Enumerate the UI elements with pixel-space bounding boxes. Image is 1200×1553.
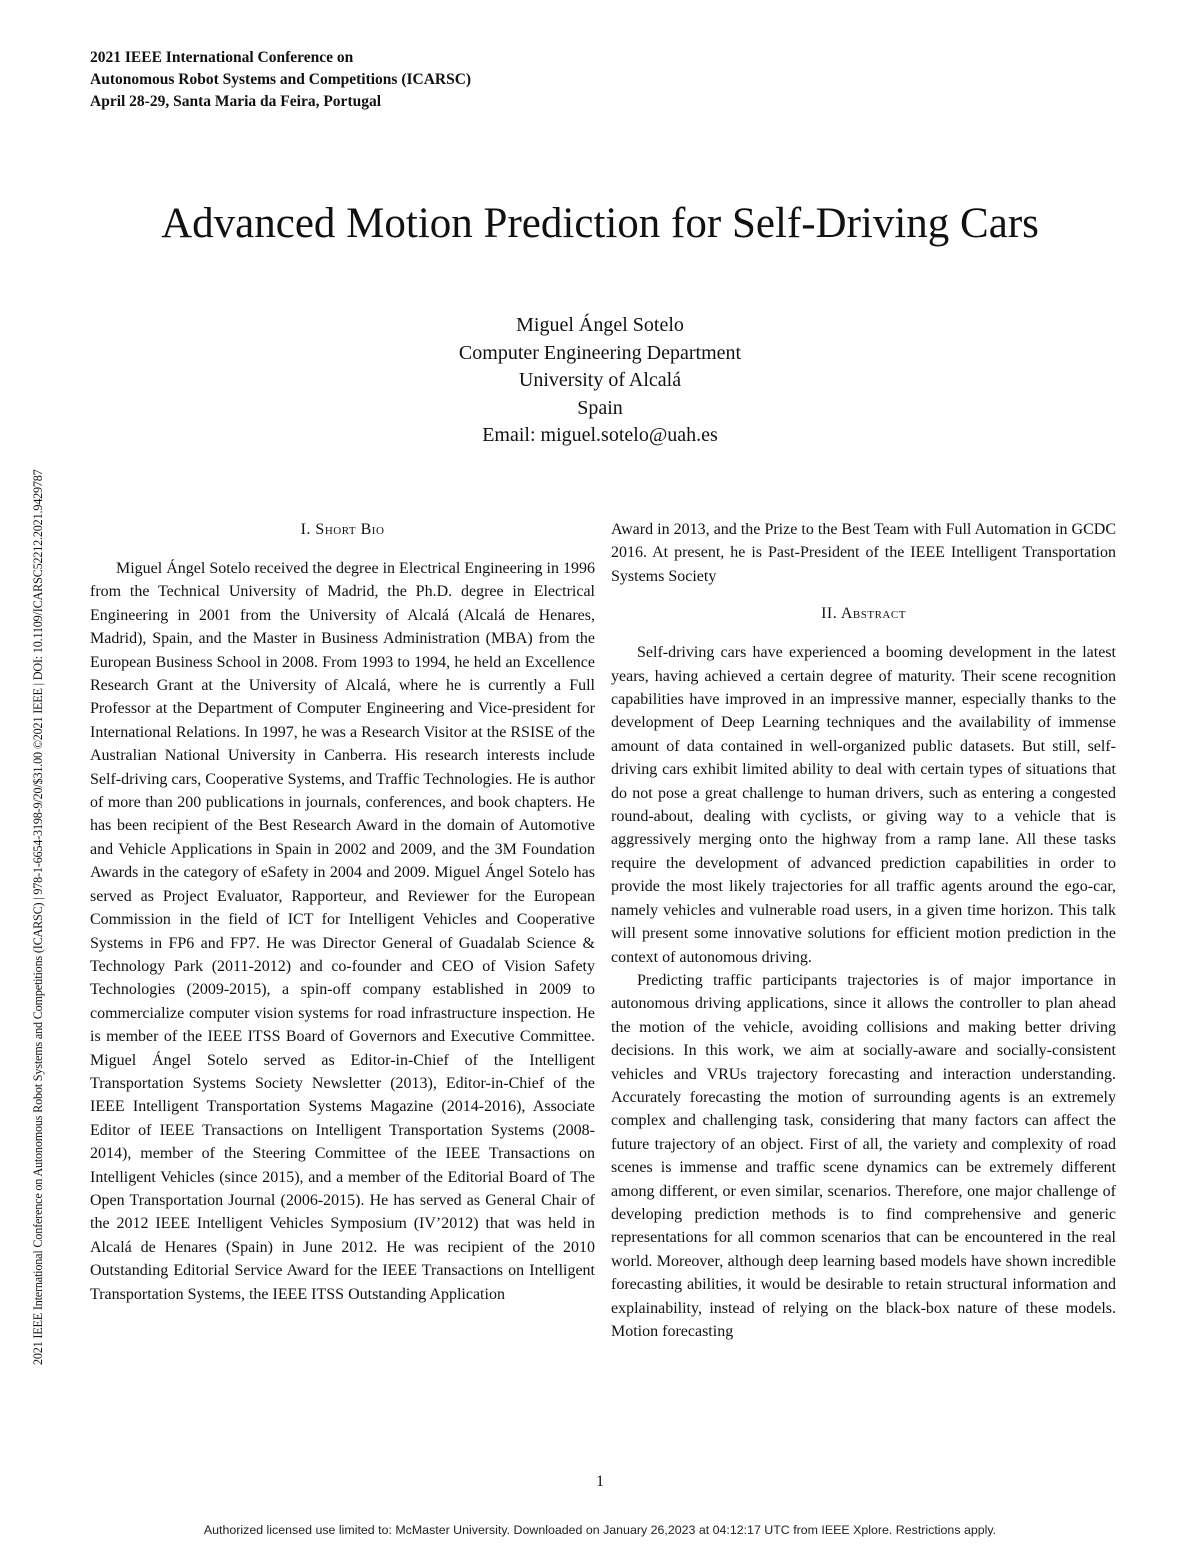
license-footer: Authorized licensed use limited to: McMaster University. Downloaded on January 26,2023 at 04:12:17 UTC from IEEE Xplore. Restrictions apply. — [203, 1523, 997, 1537]
section-heading-short-bio: I. Short Bio — [300, 521, 385, 538]
abstract-paragraph-2: Predicting traffic participants trajectories is of major importance in autonomous driving applications, since it allows the controller to plan ahead the motion of the vehicle, avoiding collisions and making better driving decisions. In this work, we aim at socially-aware and socially-consistent vehicles and VRUs trajectory forecasting and interaction understanding. Accurately forecasting the motion of surrounding agents is an extremely complex and challenging task, considering that many factors can affect the future trajectory of an object. First of all, the variety and complexity of road scenes is immense and traffic scene dynamics can be extremely different among different, or even similar, scenarios. Therefore, one major challenge of developing prediction methods is to find comprehensive and generic representations for all common scenarios that can be encountered in the real world. Moreover, although deep learning based models have shown incredible forecasting abilities, it would be desirable to retain structural information and explainability, instead of relying on the black-box nature of these models. Motion forecasting — [611, 971, 1116, 1340]
bio-paragraph: Miguel Ángel Sotelo received the degree in Electrical Engineering in 1996 from the Technical University of Madrid, the Ph.D. degree in Electrical Engineering in 2001 from the University of Alcalá (Alcalá de Henares, Madrid), Spain, and the Master in Business Administration (MBA) from the European Business School in 2008. From 1993 to 1994, he held an Excellence Research Grant at the University of Alcalá, where he is currently a Full Professor at the Department of Computer Engineering and Vice-president for International Relations. In 1997, he was a Research Visitor at the RSISE of the Australian National University in Canberra. His research interests include Self-driving cars, Cooperative Systems, and Traffic Technologies. He is author of more than 200 publications in journals, conferences, and book chapters. He has been recipient of the Best Research Award in the domain of Automotive and Vehicle Applications in Spain in 2002 and 2009, and the 3M Foundation Awards in the category of eSafety in 2004 and 2009. Miguel Ángel Sotelo has served as Project Evaluator, Rapporteur, and Reviewer for the European Commission in the field of ICT for Intelligent Vehicles and Cooperative Systems in FP6 and FP7. He was Director General of Guadalab Science & Technology Park (2011-2012) and co-founder and CEO of Vision Safety Technologies (2009-2015), a spin-off company established in 2009 to commercialize computer vision systems for road infrastructure inspection. He is member of the IEEE ITSS Board of Governors and Executive Committee. Miguel Ángel Sotelo served as Editor-in-Chief of the Intelligent Transportation Systems Society Newsletter (2013), Editor-in-Chief of the IEEE Intelligent Transportation Systems Magazine (2014-2016), Associate Editor of IEEE Transactions on Intelligent Transportation Systems (2008-2014), member of the Steering Committee of the IEEE Transactions on Intelligent Vehicles (since 2015), and a member of the Editorial Board of The Open Transportation Journal (2006-2015). He has served as General Chair of the 2012 IEEE Intelligent Vehicles Symposium (IV’2012) that was held in Alcalá de Henares (Spain) in June 2012. He was recipient of the 2010 Outstanding Editorial Service Award for the IEEE Transactions on Intelligent Transportation Systems, the IEEE ITSS Outstanding Application — [90, 560, 595, 1303]
page-number: 1 — [596, 1473, 604, 1490]
conference-header-line: Autonomous Robot Systems and Competitions (ICARSC) — [90, 71, 472, 88]
conference-header — [90, 47, 471, 113]
left-column — [90, 518, 595, 1306]
author-name: Miguel Ángel Sotelo — [516, 314, 684, 336]
paper-title: Advanced Motion Prediction for Self-Driving Cars — [161, 200, 1039, 247]
conference-header-line: 2021 IEEE International Conference on — [90, 49, 354, 66]
conference-header-line: April 28-29, Santa Maria da Feira, Portugal — [90, 93, 382, 110]
abstract-paragraph-1: Self-driving cars have experienced a booming development in the latest years, having achieved a certain degree of maturity. Their scene recognition capabilities have improved in an impressive manner, especially thanks to the development of Deep Learning techniques and the availability of immense amount of data contained in well-organized public datasets. But still, self-driving cars exhibit limited ability to deal with certain types of situations that do not pose a great challenge to human drivers, such as entering a congested round-about, dealing with cyclists, or giving way to a vehicle that is aggressively merging onto the highway from a ramp lane. All these tasks require the development of advanced prediction capabilities in order to provide the most likely trajectories for all traffic agents around the ego-car, namely vehicles and vulnerable road users, in a given time horizon. This talk will present some innovative solutions for efficient motion prediction in the context of autonomous driving. — [611, 644, 1116, 966]
author-department: Computer Engineering Department — [458, 341, 742, 364]
right-column — [611, 518, 1116, 1343]
bio-paragraph-continued: Award in 2013, and the Prize to the Best Team with Full Automation in GCDC 2016. At present, he is Past-President of the IEEE Intelligent Transportation Systems Society — [611, 521, 1116, 585]
author-country: Spain — [577, 396, 623, 419]
author-block — [0, 312, 1200, 450]
author-university: University of Alcalá — [518, 369, 682, 391]
author-email: Email: miguel.sotelo@uah.es — [482, 424, 718, 446]
doi-side-strip: 2021 IEEE International Conference on Autonomous Robot Systems and Competitions (ICARSC) | 978-1-6654-3198-9/20/$31.00 ©2021 IEEE | DOI: 10.1109/ICARSC52212.2021.9429787 — [31, 469, 45, 1365]
section-heading-abstract: II. Abstract — [821, 605, 906, 623]
